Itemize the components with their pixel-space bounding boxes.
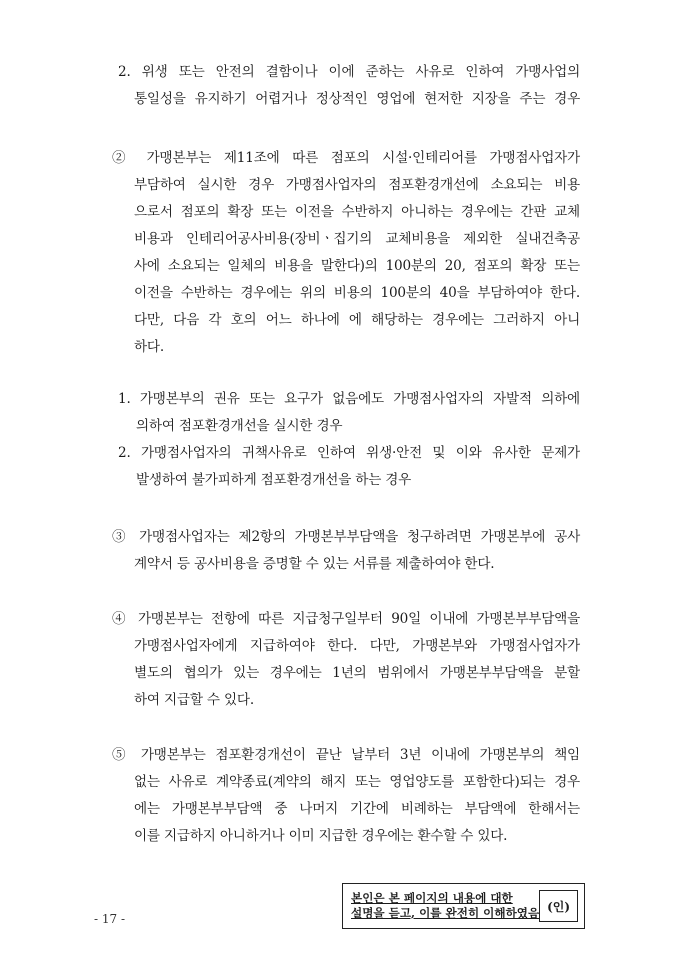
item-1-line-2: 의하여 점포환경개선을 실시한 경우 [136, 418, 343, 434]
item-2-line-1: 2. 위생 또는 안전의 결함이나 이에 준하는 사유로 인하여 가맹사업의 [118, 64, 580, 80]
para-5-line-3: 에는 가맹본부부담액 중 나머지 기간에 비례하는 부담액에 한해서는 [134, 801, 580, 817]
para-5-line-2: 없는 사유로 계약종료(계약의 해지 또는 영업양도를 포함한다)되는 경우 [134, 774, 580, 790]
para-2-line-8: 하다. [134, 339, 164, 355]
para-4-line-1: ④ 가맹본부는 전항에 따른 지급청구일부터 90일 이내에 가맹본부부담액을 [112, 611, 580, 627]
seal-box[interactable]: (인) [539, 890, 578, 922]
item-2-line-2: 통일성을 유지하기 어렵거나 정상적인 영업에 현저한 지장을 주는 경우 [134, 91, 580, 107]
para-5-line-4: 이를 지급하지 아니하거나 이미 지급한 경우에는 환수할 수 있다. [134, 828, 508, 844]
confirmation-line-1: 본인은 본 페이지의 내용에 대한 [351, 891, 513, 905]
para-2-line-6: 이전을 수반하는 경우에는 위의 비용의 100분의 40을 부담하여야 한다. [134, 285, 580, 301]
para-3-line-2: 계약서 등 공사비용을 증명할 수 있는 서류를 제출하여야 한다. [134, 556, 495, 572]
item-2b-line-2: 발생하여 불가피하게 점포환경개선을 하는 경우 [136, 472, 412, 488]
para-2-line-5: 사에 소요되는 일체의 비용을 말한다)의 100분의 20, 점포의 확장 또는 [134, 258, 580, 274]
confirmation-box [342, 883, 585, 929]
para-2-line-4: 비용과 인테리어공사비용(장비ㆍ집기의 교체비용을 제외한 실내건축공 [134, 231, 580, 247]
confirmation-line-2: 설명을 듣고, 이를 완전히 이해하였음 [351, 906, 540, 920]
para-2-line-2: 부담하여 실시한 경우 가맹점사업자의 점포환경개선에 소요되는 비용 [134, 177, 580, 193]
page-number: - 17 - [94, 912, 126, 926]
para-4-line-2: 가맹점사업자에게 지급하여야 한다. 다만, 가맹본부와 가맹점사업자가 [134, 638, 580, 654]
item-2b-line-1: 2. 가맹점사업자의 귀책사유로 인하여 위생·안전 및 이와 유사한 문제가 [118, 445, 580, 461]
confirmation-text [343, 891, 539, 921]
item-1-line-1: 1. 가맹본부의 권유 또는 요구가 없음에도 가맹점사업자의 자발적 의하에 [118, 391, 580, 407]
para-4-line-4: 하여 지급할 수 있다. [134, 692, 254, 708]
para-2-line-3: 으로서 점포의 확장 또는 이전을 수반하지 아니하는 경우에는 간판 교체 [134, 204, 580, 220]
para-2-line-7: 다만, 다음 각 호의 어느 하나에 에 해당하는 경우에는 그러하지 아니 [134, 312, 580, 328]
para-2-line-1: ② 가맹본부는 제11조에 따른 점포의 시설·인테리어를 가맹점사업자가 [112, 150, 580, 166]
para-3-line-1: ③ 가맹점사업자는 제2항의 가맹본부부담액을 청구하려면 가맹본부에 공사 [112, 529, 580, 545]
para-4-line-3: 별도의 협의가 있는 경우에는 1년의 범위에서 가맹본부부담액을 분할 [134, 665, 580, 681]
para-5-line-1: ⑤ 가맹본부는 점포환경개선이 끝난 날부터 3년 이내에 가맹본부의 책임 [112, 747, 580, 763]
